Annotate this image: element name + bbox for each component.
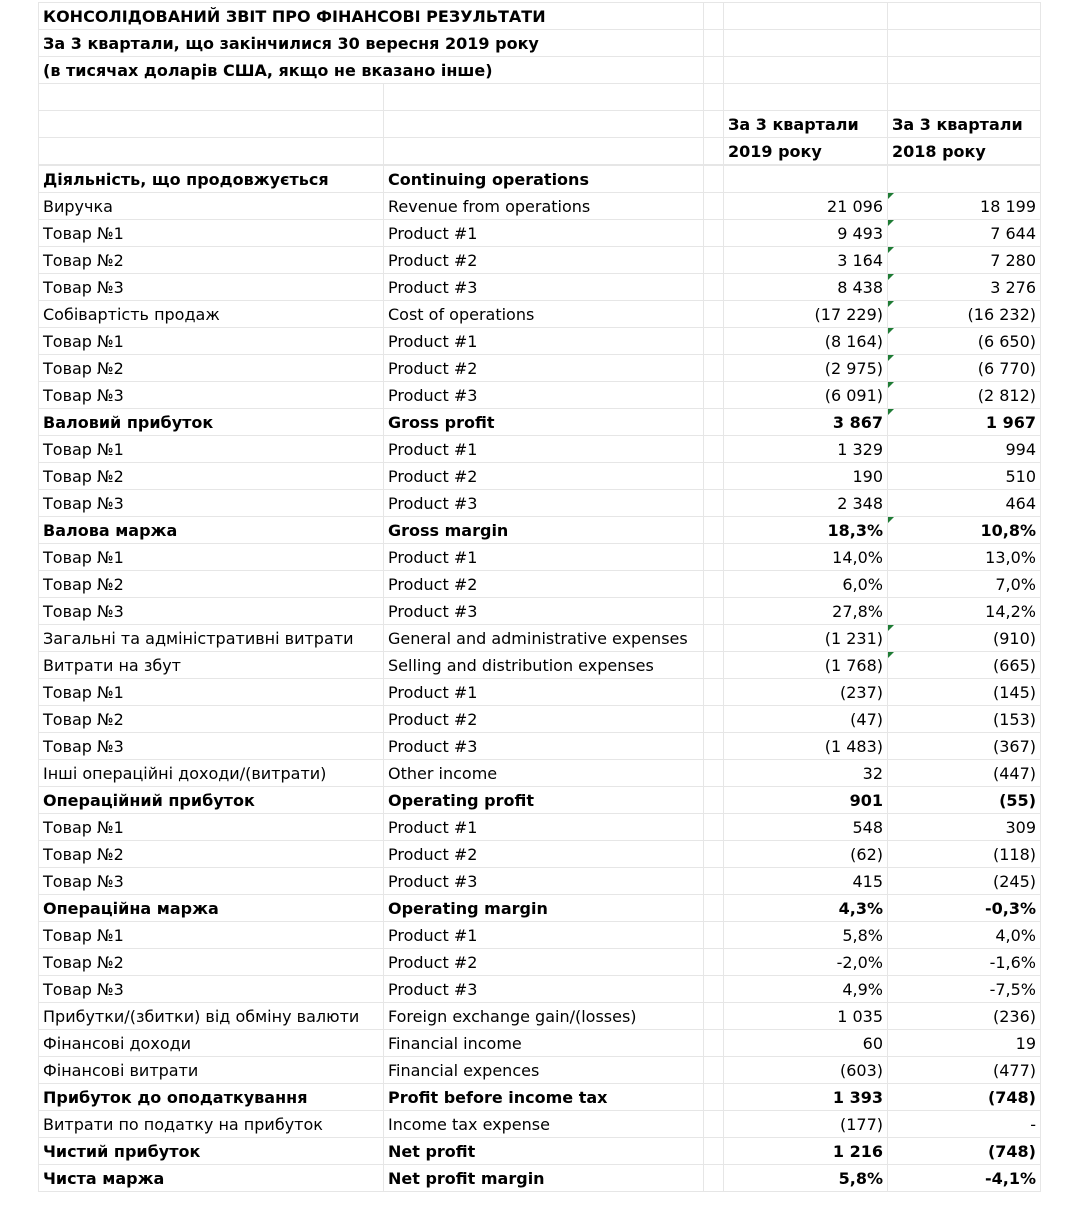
label-ua-cell[interactable]: Діяльність, що продовжується: [38, 166, 383, 192]
cell[interactable]: [723, 57, 887, 83]
value-2018-cell[interactable]: [887, 301, 1041, 327]
table-row: [38, 787, 1041, 814]
value-2018-cell[interactable]: [887, 517, 1041, 543]
label-en-cell[interactable]: Product #1: [383, 679, 703, 705]
cell[interactable]: [703, 328, 723, 354]
label-en-cell[interactable]: Product #3: [383, 733, 703, 759]
cell[interactable]: [703, 382, 723, 408]
value-2018-cell[interactable]: 13,0%: [887, 544, 1041, 570]
label-en-cell[interactable]: Product #1: [383, 328, 703, 354]
cell[interactable]: [703, 544, 723, 570]
value-2019-cell[interactable]: 4,3%: [723, 895, 887, 921]
label-ua-cell[interactable]: Витрати по податку на прибуток: [38, 1111, 383, 1137]
value-2018-cell[interactable]: 7,0%: [887, 571, 1041, 597]
cell[interactable]: [703, 301, 723, 327]
label-ua-cell[interactable]: Прибуток до оподаткування: [38, 1084, 383, 1110]
value-2019-cell[interactable]: (1 231): [723, 625, 887, 651]
value-2019-cell[interactable]: 1 035: [723, 1003, 887, 1029]
label-ua-cell[interactable]: Чиста маржа: [38, 1165, 383, 1191]
cell[interactable]: [703, 247, 723, 273]
table-row: [38, 733, 1041, 760]
value-2018-cell[interactable]: 510: [887, 463, 1041, 489]
cell[interactable]: [703, 625, 723, 651]
cell[interactable]: [703, 1030, 723, 1056]
label-en-cell[interactable]: Product #1: [383, 220, 703, 246]
value-2018-cell[interactable]: -4,1%: [887, 1165, 1041, 1191]
value-2019-cell[interactable]: (177): [723, 1111, 887, 1137]
label-en-cell[interactable]: Operating margin: [383, 895, 703, 921]
value-2018-cell[interactable]: [887, 247, 1041, 273]
column-header-2018[interactable]: За 3 квартали: [887, 111, 1041, 137]
error-indicator-icon: [888, 517, 894, 523]
label-en-cell[interactable]: Product #2: [383, 949, 703, 975]
column-header-row-2: [38, 138, 1041, 165]
label-en-cell[interactable]: Product #3: [383, 490, 703, 516]
value-2019-cell[interactable]: 2 348: [723, 490, 887, 516]
label-en-cell[interactable]: Income tax expense: [383, 1111, 703, 1137]
cell[interactable]: [703, 166, 723, 192]
cell[interactable]: [703, 652, 723, 678]
label-ua-cell[interactable]: Товар №2: [38, 571, 383, 597]
cell[interactable]: [703, 814, 723, 840]
label-ua-cell[interactable]: Товар №1: [38, 814, 383, 840]
title-row: [38, 2, 1041, 30]
value-2019-cell[interactable]: (6 091): [723, 382, 887, 408]
table-row: [38, 436, 1041, 463]
cell[interactable]: [38, 138, 383, 164]
table-row: [38, 1057, 1041, 1084]
table-row: [38, 841, 1041, 868]
label-en-cell[interactable]: Gross margin: [383, 517, 703, 543]
period-row: [38, 30, 1041, 57]
cell[interactable]: [703, 138, 723, 164]
value-2019-cell[interactable]: 1 393: [723, 1084, 887, 1110]
value-2018-cell[interactable]: [887, 409, 1041, 435]
label-ua-cell[interactable]: Товар №1: [38, 544, 383, 570]
label-en-cell[interactable]: Continuing operations: [383, 166, 703, 192]
value-2019-cell[interactable]: 5,8%: [723, 922, 887, 948]
value-2018-cell[interactable]: 14,2%: [887, 598, 1041, 624]
value-2018-cell[interactable]: (153): [887, 706, 1041, 732]
table-row: [38, 165, 1041, 193]
cell[interactable]: [703, 274, 723, 300]
value-2018-cell[interactable]: [887, 625, 1041, 651]
column-header-2019-year[interactable]: 2019 року: [723, 138, 887, 164]
table-row: [38, 517, 1041, 544]
cell[interactable]: [703, 841, 723, 867]
error-indicator-icon: [888, 409, 894, 415]
column-header-row-1: [38, 111, 1041, 138]
value-2019-cell[interactable]: 32: [723, 760, 887, 786]
label-ua-cell[interactable]: Інші операційні доходи/(витрати): [38, 760, 383, 786]
label-ua-cell[interactable]: Товар №3: [38, 868, 383, 894]
value-2018-text: (6 650): [977, 332, 1036, 351]
cell[interactable]: [383, 111, 703, 137]
cell[interactable]: [703, 30, 723, 56]
cell[interactable]: [703, 193, 723, 219]
label-ua-cell[interactable]: Фінансові доходи: [38, 1030, 383, 1056]
cell[interactable]: [703, 679, 723, 705]
label-ua-cell[interactable]: Виручка: [38, 193, 383, 219]
table-row: [38, 922, 1041, 949]
cell[interactable]: [703, 409, 723, 435]
label-en-cell[interactable]: Product #1: [383, 814, 703, 840]
value-2018-cell[interactable]: (55): [887, 787, 1041, 813]
table-row: [38, 220, 1041, 247]
cell[interactable]: [703, 1084, 723, 1110]
value-2019-cell[interactable]: 901: [723, 787, 887, 813]
label-ua-cell[interactable]: Товар №1: [38, 922, 383, 948]
label-en-cell[interactable]: Financial income: [383, 1030, 703, 1056]
label-en-cell[interactable]: Product #1: [383, 544, 703, 570]
table-row: [38, 301, 1041, 328]
value-2018-text: 1 967: [985, 413, 1036, 432]
value-2019-cell[interactable]: (603): [723, 1057, 887, 1083]
label-en-cell[interactable]: Product #3: [383, 274, 703, 300]
cell[interactable]: [703, 760, 723, 786]
value-2018-cell[interactable]: 464: [887, 490, 1041, 516]
label-en-cell[interactable]: Product #2: [383, 463, 703, 489]
table-row: [38, 382, 1041, 409]
value-2019-cell[interactable]: 3 164: [723, 247, 887, 273]
table-row: [38, 814, 1041, 841]
label-en-cell[interactable]: Net profit: [383, 1138, 703, 1164]
cell[interactable]: [887, 84, 1041, 110]
label-en-cell[interactable]: Product #2: [383, 841, 703, 867]
table-row: [38, 976, 1041, 1003]
value-2018-cell[interactable]: (145): [887, 679, 1041, 705]
cell[interactable]: [887, 57, 1041, 83]
cell[interactable]: [703, 84, 723, 110]
label-en-cell[interactable]: Operating profit: [383, 787, 703, 813]
cell[interactable]: [38, 111, 383, 137]
value-2019-cell[interactable]: (2 975): [723, 355, 887, 381]
column-header-2018-year[interactable]: 2018 року: [887, 138, 1041, 164]
value-2018-cell[interactable]: -1,6%: [887, 949, 1041, 975]
label-en-cell[interactable]: Revenue from operations: [383, 193, 703, 219]
label-ua-cell[interactable]: Собівартість продаж: [38, 301, 383, 327]
value-2018-cell[interactable]: (118): [887, 841, 1041, 867]
error-indicator-icon: [888, 193, 894, 199]
table-row: [38, 1165, 1041, 1192]
label-ua-cell[interactable]: Товар №2: [38, 841, 383, 867]
label-ua-cell[interactable]: Операційний прибуток: [38, 787, 383, 813]
label-en-cell[interactable]: Net profit margin: [383, 1165, 703, 1191]
label-ua-cell[interactable]: Валова маржа: [38, 517, 383, 543]
error-indicator-icon: [888, 328, 894, 334]
value-2019-cell[interactable]: (1 768): [723, 652, 887, 678]
table-row: [38, 193, 1041, 220]
label-ua-cell[interactable]: Чистий прибуток: [38, 1138, 383, 1164]
label-en-cell[interactable]: Selling and distribution expenses: [383, 652, 703, 678]
table-row: [38, 544, 1041, 571]
value-2019-cell[interactable]: 415: [723, 868, 887, 894]
value-2018-cell[interactable]: [887, 355, 1041, 381]
value-2018-cell[interactable]: (477): [887, 1057, 1041, 1083]
cell[interactable]: [703, 111, 723, 137]
value-2018-cell[interactable]: (447): [887, 760, 1041, 786]
value-2018-cell[interactable]: 4,0%: [887, 922, 1041, 948]
column-header-2019[interactable]: За 3 квартали: [723, 111, 887, 137]
label-en-cell[interactable]: Product #2: [383, 706, 703, 732]
table-row: [38, 625, 1041, 652]
label-en-cell[interactable]: Product #3: [383, 382, 703, 408]
cell[interactable]: [887, 3, 1041, 29]
value-2018-cell[interactable]: 309: [887, 814, 1041, 840]
value-2018-text: 10,8%: [980, 521, 1036, 540]
value-2018-text: 18 199: [980, 197, 1036, 216]
value-2019-cell[interactable]: (62): [723, 841, 887, 867]
table-row: [38, 355, 1041, 382]
cell[interactable]: [383, 84, 703, 110]
label-en-cell[interactable]: Product #1: [383, 436, 703, 462]
value-2018-text: (665): [992, 656, 1036, 675]
value-2018-text: 7 644: [990, 224, 1036, 243]
value-2018-text: 3 276: [990, 278, 1036, 297]
value-2018-cell[interactable]: 994: [887, 436, 1041, 462]
label-ua-cell[interactable]: Товар №3: [38, 598, 383, 624]
value-2018-text: (16 232): [967, 305, 1036, 324]
label-en-cell[interactable]: Product #3: [383, 598, 703, 624]
cell[interactable]: [723, 3, 887, 29]
table-row: [38, 1030, 1041, 1057]
cell[interactable]: [383, 138, 703, 164]
value-2018-text: (2 812): [977, 386, 1036, 405]
value-2019-cell[interactable]: 14,0%: [723, 544, 887, 570]
cell[interactable]: [703, 1138, 723, 1164]
table-row: [38, 247, 1041, 274]
label-en-cell[interactable]: Product #2: [383, 247, 703, 273]
value-2019-cell[interactable]: -2,0%: [723, 949, 887, 975]
cell[interactable]: [887, 30, 1041, 56]
label-en-cell[interactable]: Product #3: [383, 868, 703, 894]
cell[interactable]: [38, 84, 383, 110]
value-2019-cell[interactable]: (8 164): [723, 328, 887, 354]
error-indicator-icon: [888, 220, 894, 226]
value-2019-cell[interactable]: (47): [723, 706, 887, 732]
cell[interactable]: [703, 976, 723, 1002]
value-2018-cell[interactable]: [887, 220, 1041, 246]
table-row: [38, 706, 1041, 733]
value-2019-cell[interactable]: 18,3%: [723, 517, 887, 543]
value-2019-cell[interactable]: 1 329: [723, 436, 887, 462]
value-2018-cell[interactable]: (245): [887, 868, 1041, 894]
value-2019-cell[interactable]: 8 438: [723, 274, 887, 300]
value-2019-cell[interactable]: (17 229): [723, 301, 887, 327]
label-ua-cell[interactable]: Товар №2: [38, 706, 383, 732]
units-row: [38, 57, 1041, 84]
label-ua-cell[interactable]: Товар №3: [38, 976, 383, 1002]
cell[interactable]: [703, 436, 723, 462]
label-ua-cell[interactable]: Товар №3: [38, 274, 383, 300]
cell[interactable]: [703, 1003, 723, 1029]
table-row: [38, 463, 1041, 490]
table-row: [38, 328, 1041, 355]
value-2019-cell[interactable]: 3 867: [723, 409, 887, 435]
label-en-cell[interactable]: General and administrative expenses: [383, 625, 703, 651]
value-2019-cell[interactable]: (1 483): [723, 733, 887, 759]
value-2018-cell[interactable]: [887, 328, 1041, 354]
value-2018-text: (6 770): [977, 359, 1036, 378]
cell[interactable]: [703, 463, 723, 489]
cell[interactable]: [703, 571, 723, 597]
label-ua-cell[interactable]: Витрати на збут: [38, 652, 383, 678]
empty-row: [38, 84, 1041, 111]
cell[interactable]: [703, 895, 723, 921]
cell[interactable]: [703, 517, 723, 543]
cell[interactable]: [703, 1111, 723, 1137]
value-2018-cell[interactable]: 19: [887, 1030, 1041, 1056]
label-ua-cell[interactable]: Операційна маржа: [38, 895, 383, 921]
error-indicator-icon: [888, 247, 894, 253]
label-ua-cell[interactable]: Товар №3: [38, 382, 383, 408]
label-ua-cell[interactable]: Фінансові витрати: [38, 1057, 383, 1083]
cell[interactable]: [703, 490, 723, 516]
report-units: (в тисячах доларів США, якщо не вказано інше): [38, 57, 703, 83]
cell[interactable]: [703, 57, 723, 83]
table-row: [38, 760, 1041, 787]
table-row: [38, 490, 1041, 517]
spreadsheet: [38, 2, 1041, 1192]
label-en-cell[interactable]: Product #2: [383, 571, 703, 597]
table-row: [38, 895, 1041, 922]
label-ua-cell[interactable]: Товар №2: [38, 355, 383, 381]
table-row: [38, 1138, 1041, 1165]
label-en-cell[interactable]: Cost of operations: [383, 301, 703, 327]
value-2018-text: (910): [992, 629, 1036, 648]
value-2019-cell[interactable]: 4,9%: [723, 976, 887, 1002]
value-2018-cell[interactable]: (236): [887, 1003, 1041, 1029]
label-ua-cell[interactable]: Товар №1: [38, 220, 383, 246]
value-2019-cell[interactable]: 27,8%: [723, 598, 887, 624]
table-row: [38, 274, 1041, 301]
value-2019-cell[interactable]: 1 216: [723, 1138, 887, 1164]
value-2019-cell[interactable]: 21 096: [723, 193, 887, 219]
cell[interactable]: [703, 949, 723, 975]
error-indicator-icon: [888, 382, 894, 388]
value-2018-cell[interactable]: (748): [887, 1138, 1041, 1164]
value-2019-cell[interactable]: 6,0%: [723, 571, 887, 597]
error-indicator-icon: [888, 274, 894, 280]
cell[interactable]: [723, 84, 887, 110]
table-row: [38, 571, 1041, 598]
value-2018-cell[interactable]: [887, 166, 1041, 192]
cell[interactable]: [703, 706, 723, 732]
cell[interactable]: [703, 868, 723, 894]
value-2018-cell[interactable]: [887, 382, 1041, 408]
value-2019-cell[interactable]: 5,8%: [723, 1165, 887, 1191]
table-row: [38, 598, 1041, 625]
error-indicator-icon: [888, 652, 894, 658]
label-en-cell[interactable]: Financial expences: [383, 1057, 703, 1083]
table-row: [38, 1111, 1041, 1138]
cell[interactable]: [703, 598, 723, 624]
value-2019-cell[interactable]: [723, 166, 887, 192]
report-title: КОНСОЛІДОВАНИЙ ЗВІТ ПРО ФІНАНСОВІ РЕЗУЛЬТАТИ: [38, 3, 703, 29]
value-2019-cell[interactable]: 548: [723, 814, 887, 840]
label-ua-cell[interactable]: Товар №3: [38, 490, 383, 516]
value-2018-cell[interactable]: (367): [887, 733, 1041, 759]
label-en-cell[interactable]: Profit before income tax: [383, 1084, 703, 1110]
table-row: [38, 1084, 1041, 1111]
label-ua-cell[interactable]: Товар №2: [38, 949, 383, 975]
label-en-cell[interactable]: Product #3: [383, 976, 703, 1002]
value-2019-cell[interactable]: 60: [723, 1030, 887, 1056]
table-row: [38, 409, 1041, 436]
label-ua-cell[interactable]: Товар №1: [38, 328, 383, 354]
label-ua-cell[interactable]: Товар №1: [38, 436, 383, 462]
report-period: За 3 квартали, що закінчилися 30 вересня 2019 року: [38, 30, 703, 56]
table-row: [38, 949, 1041, 976]
value-2019-cell[interactable]: (237): [723, 679, 887, 705]
table-row: [38, 1003, 1041, 1030]
cell[interactable]: [703, 355, 723, 381]
table-row: [38, 679, 1041, 706]
error-indicator-icon: [888, 625, 894, 631]
error-indicator-icon: [888, 355, 894, 361]
value-2018-cell[interactable]: [887, 274, 1041, 300]
label-en-cell[interactable]: Other income: [383, 760, 703, 786]
value-2018-cell[interactable]: [887, 193, 1041, 219]
label-en-cell[interactable]: Foreign exchange gain/(losses): [383, 1003, 703, 1029]
cell[interactable]: [703, 1057, 723, 1083]
label-ua-cell[interactable]: Товар №2: [38, 463, 383, 489]
label-en-cell[interactable]: Product #2: [383, 355, 703, 381]
value-2019-cell[interactable]: 9 493: [723, 220, 887, 246]
value-2018-text: 7 280: [990, 251, 1036, 270]
cell[interactable]: [703, 3, 723, 29]
value-2019-cell[interactable]: 190: [723, 463, 887, 489]
cell[interactable]: [703, 220, 723, 246]
table-row: [38, 652, 1041, 679]
error-indicator-icon: [888, 301, 894, 307]
cell[interactable]: [703, 1165, 723, 1191]
label-en-cell[interactable]: Product #1: [383, 922, 703, 948]
label-ua-cell[interactable]: Прибутки/(збитки) від обміну валюти: [38, 1003, 383, 1029]
label-ua-cell[interactable]: Загальні та адміністративні витрати: [38, 625, 383, 651]
label-ua-cell[interactable]: Товар №1: [38, 679, 383, 705]
value-2018-cell[interactable]: [887, 652, 1041, 678]
label-en-cell[interactable]: Gross profit: [383, 409, 703, 435]
cell[interactable]: [703, 922, 723, 948]
cell[interactable]: [703, 787, 723, 813]
cell[interactable]: [723, 30, 887, 56]
value-2018-cell[interactable]: -: [887, 1111, 1041, 1137]
table-row: [38, 868, 1041, 895]
value-2018-cell[interactable]: -7,5%: [887, 976, 1041, 1002]
label-ua-cell[interactable]: Валовий прибуток: [38, 409, 383, 435]
cell[interactable]: [703, 733, 723, 759]
label-ua-cell[interactable]: Товар №2: [38, 247, 383, 273]
value-2018-cell[interactable]: (748): [887, 1084, 1041, 1110]
value-2018-cell[interactable]: -0,3%: [887, 895, 1041, 921]
label-ua-cell[interactable]: Товар №3: [38, 733, 383, 759]
